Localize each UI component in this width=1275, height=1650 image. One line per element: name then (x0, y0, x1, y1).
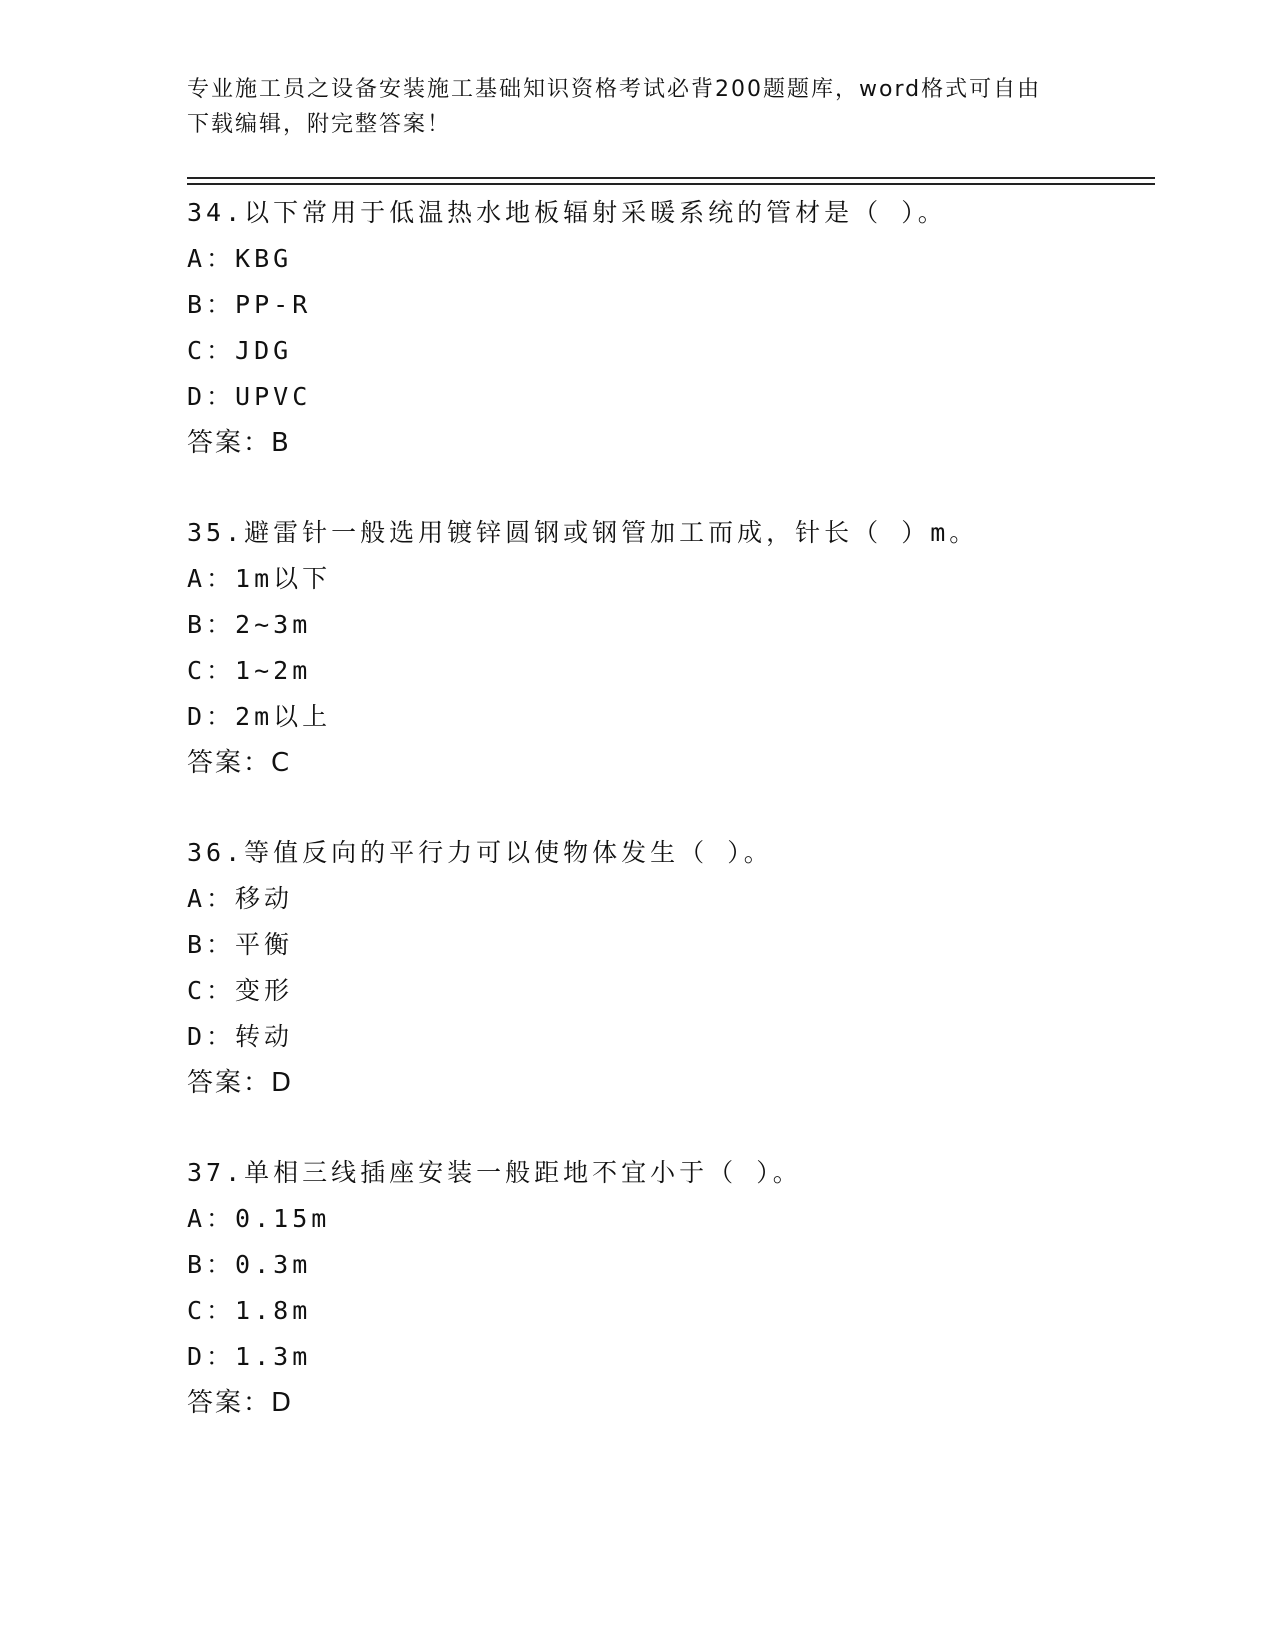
option-c: C：1~2m (187, 656, 312, 685)
option-d: D：1.3m (187, 1342, 312, 1371)
question-37 (187, 1150, 1147, 1470)
option-d: D：UPVC (187, 382, 312, 411)
question-stem: 36.等值反向的平行力可以使物体发生（ ）。 (187, 838, 773, 867)
question-35 (187, 510, 1147, 830)
question-stem: 35.避雷针一般选用镀锌圆钢或钢管加工而成，针长（ ）m。 (187, 518, 979, 547)
option-a: A：KBG (187, 244, 293, 273)
option-c: C：变形 (187, 976, 294, 1005)
answer-label: 答案：D (187, 1388, 294, 1418)
header-line-1: 专业施工员之设备安装施工基础知识资格考试必背200题题库，word格式可自由 (187, 77, 1042, 102)
answer-label: 答案：C (187, 748, 292, 778)
header-divider-top (187, 177, 1155, 179)
option-a: A：0.15m (187, 1204, 331, 1233)
option-d: D：2m以上 (187, 702, 332, 731)
option-b: B：平衡 (187, 930, 294, 959)
answer-label: 答案：D (187, 1068, 294, 1098)
option-b: B：2~3m (187, 610, 312, 639)
header-divider-bottom (187, 183, 1155, 185)
question-34 (187, 190, 1147, 510)
answer-label: 答案：B (187, 428, 291, 458)
option-c: C：1.8m (187, 1296, 312, 1325)
question-stem: 34.以下常用于低温热水地板辐射采暖系统的管材是（ ）。 (187, 198, 947, 227)
question-36 (187, 830, 1147, 1150)
question-stem: 37.单相三线插座安装一般距地不宜小于（ ）。 (187, 1158, 802, 1187)
header-line-2: 下载编辑，附完整答案！ (187, 112, 452, 137)
document-header (187, 72, 1067, 142)
option-c: C：JDG (187, 336, 293, 365)
option-d: D：转动 (187, 1022, 294, 1051)
question-list (187, 190, 1147, 1470)
option-b: B：PP-R (187, 290, 312, 319)
option-a: A：1m以下 (187, 564, 332, 593)
option-a: A：移动 (187, 884, 294, 913)
option-b: B：0.3m (187, 1250, 312, 1279)
